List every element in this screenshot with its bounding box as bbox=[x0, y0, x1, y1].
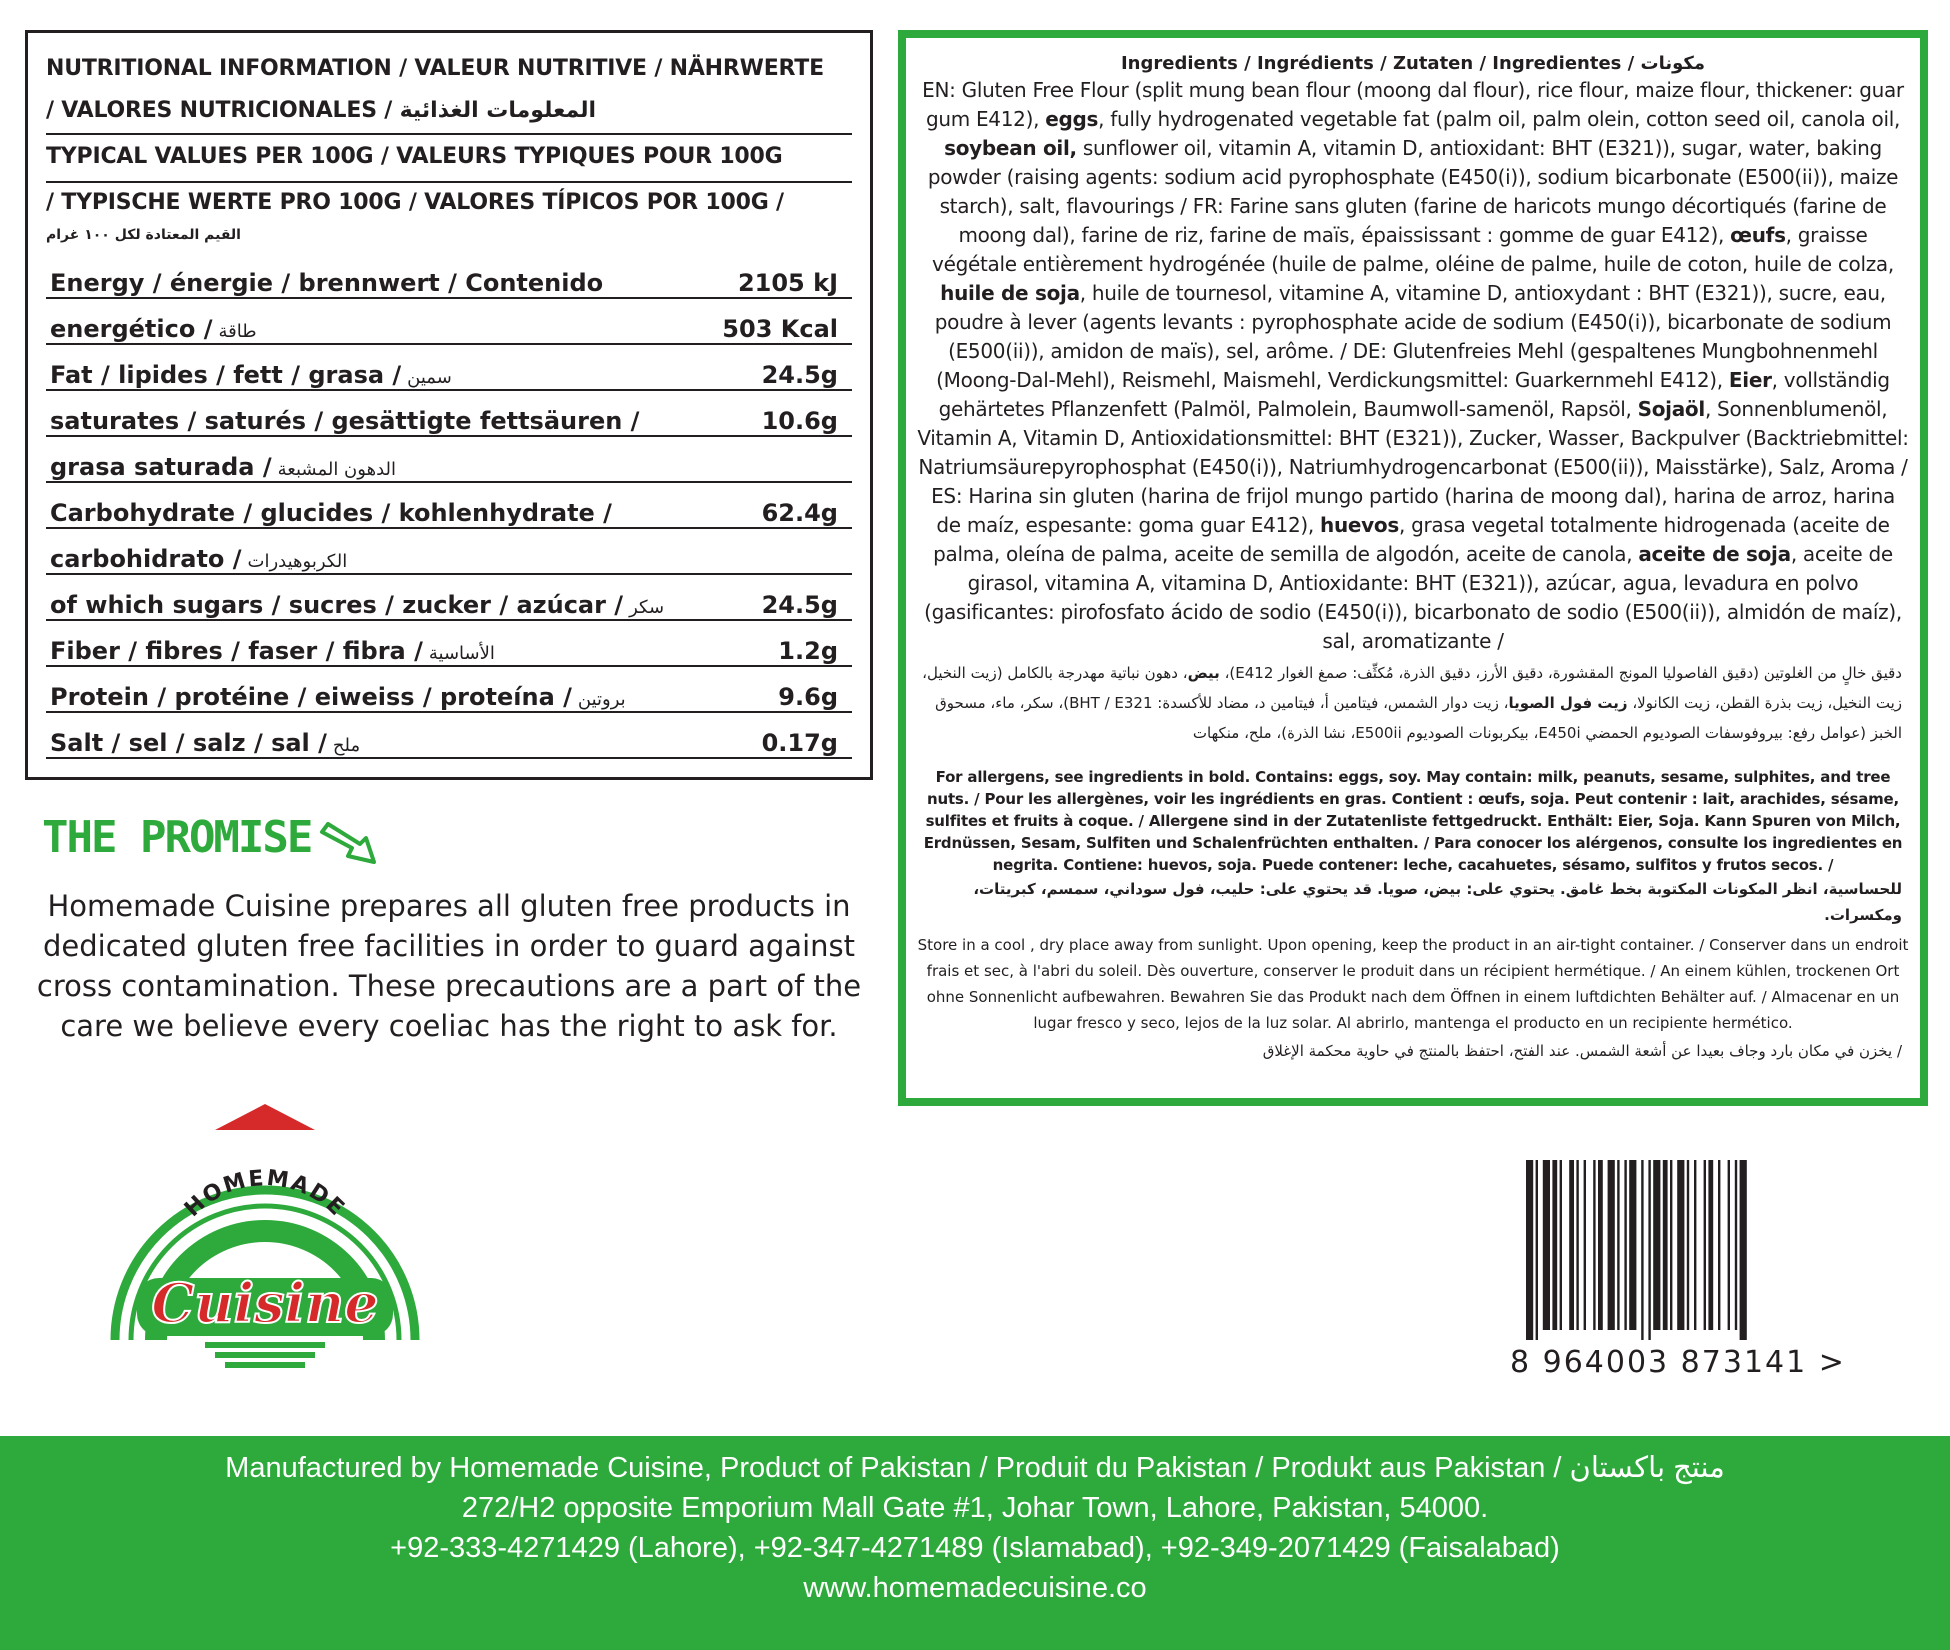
nutrient-label: Fiber / fibres / faser / fibra / الأساسية bbox=[50, 637, 495, 665]
nutrient-value: 1.2g bbox=[778, 637, 838, 665]
nutrition-row bbox=[46, 253, 852, 299]
nutrient-label: Fat / lipides / fett / grasa / سمين bbox=[50, 361, 452, 389]
allergen-bold: huile de soja bbox=[940, 281, 1080, 305]
nutrient-label: Carbohydrate / glucides / kohlenhydrate / bbox=[50, 499, 612, 527]
barcode-bar bbox=[1598, 1160, 1603, 1330]
allergen-bold: aceite de soja bbox=[1638, 542, 1791, 566]
barcode-bar bbox=[1617, 1160, 1619, 1330]
nutrient-label: carbohidrato / الكربوهيدرات bbox=[50, 545, 348, 573]
typical-values-2: / TYPISCHE WERTE PRO 100G / VALORES TÍPICOS POR 100G / bbox=[46, 190, 784, 215]
ingredients-arabic: دقيق خالٍ من الغلوتين (دقيق الفاصوليا المونج المقشورة، دقيق الأرز، دقيق الذرة، مُكثِّف: صمغ الغوار E412)، بيض، دهون نباتية مهدرجة بالكامل (زيت النخيل، زيت النخيل، زيت بذرة القطن، زيت الكانولا، زيت فول الصويا، زيت دوار الشمس، فيتامين أ، فيتامين د، مضاد للأكسدة: BHT / E321)، سكر، ماء، مسحوق الخبز (عوامل رفع: بيروفوسفات الصوديوم الحمضي E450i، بيكربونات الصوديوم E500ii، نشا الذرة)، ملح، منكهات bbox=[922, 664, 1902, 742]
logo-script-text: Cuisine bbox=[151, 1271, 379, 1335]
barcode-bar bbox=[1641, 1160, 1643, 1340]
nutrient-label-arabic: طاقة bbox=[218, 321, 257, 342]
nutrition-header-2: / VALORES NUTRICIONALES / المعلومات الغذائية bbox=[46, 98, 597, 123]
typical-values-arabic: القيم المعتادة لكل ١٠٠ غرام bbox=[46, 227, 241, 243]
allergen-bold: Eier bbox=[1728, 368, 1772, 392]
allergen-bold: huevos bbox=[1320, 513, 1399, 537]
barcode-bar bbox=[1593, 1160, 1595, 1330]
storage-instructions: Store in a cool , dry place away from sunlight. Upon opening, keep the product in an air-tight container. / Conserver dans un endroit frais et sec, à l'abri du soleil. Dès ouverture, conserver le produit dans un récipient hermétique. / An einem kühlen, trockenen Ort ohne Sonnenlicht aufbewahren. Bewahren Sie das Produkt nach dem Öffnen in einem luftdichten Behälter auf. / Almacenar en un lugar fresco y seco, lejos de la luz solar. Al abrirlo, mantenga el producto en un recipiente hermético. bbox=[917, 936, 1909, 1032]
barcode-bar bbox=[1560, 1160, 1562, 1330]
barcode-bar bbox=[1670, 1160, 1672, 1330]
nutrition-table bbox=[46, 253, 852, 759]
allergen-bold: بيض bbox=[1187, 664, 1220, 682]
manufacturer-line: Manufactured by Homemade Cuisine, Product of Pakistan / Produit du Pakistan / Produkt aus Pakistan / منتج باكستان bbox=[225, 1452, 1725, 1484]
barcode-bar bbox=[1536, 1160, 1538, 1340]
nutrition-row bbox=[46, 667, 852, 713]
nutrient-label-arabic: ملح bbox=[332, 735, 361, 756]
nutrient-label: of which sugars / sucres / zucker / azúcar / سكر bbox=[50, 591, 665, 619]
barcode-bar bbox=[1694, 1160, 1696, 1330]
barcode-bar bbox=[1648, 1160, 1650, 1340]
ingredients-panel bbox=[898, 30, 1928, 1106]
nutrient-value: 2105 kJ bbox=[737, 269, 838, 297]
barcode-bar bbox=[1584, 1160, 1586, 1330]
barcode-bar bbox=[1663, 1160, 1668, 1330]
barcode-bar bbox=[1526, 1160, 1533, 1340]
nutrient-value: 503 Kcal bbox=[722, 315, 838, 343]
storage-instructions-arabic: / يخزن في مكان بارد وجاف بعيدا عن أشعة الشمس. عند الفتح، احتفظ بالمنتج في حاوية محكمة الإغلاق bbox=[1262, 1042, 1902, 1060]
barcode-bar bbox=[1728, 1160, 1730, 1330]
nutrition-row bbox=[46, 529, 852, 575]
barcode-bar bbox=[1624, 1160, 1626, 1330]
nutrient-label-arabic: الدهون المشبعة bbox=[277, 459, 397, 480]
nutrient-label: Salt / sel / salz / sal / ملح bbox=[50, 729, 361, 757]
nutrition-header-1: NUTRITIONAL INFORMATION / VALEUR NUTRITIVE / NÄHRWERTE bbox=[46, 56, 824, 81]
nutrient-value: 10.6g bbox=[761, 407, 838, 435]
nutrient-value: 24.5g bbox=[761, 591, 838, 619]
barcode-bar bbox=[1735, 1160, 1737, 1330]
allergen-bold: Sojaöl bbox=[1637, 397, 1705, 421]
logo-top-text: HOMEMADE bbox=[180, 1165, 351, 1223]
homemade-cuisine-logo bbox=[95, 1100, 435, 1380]
barcode-bar bbox=[1704, 1160, 1706, 1330]
barcode bbox=[1522, 1160, 1822, 1340]
allergen-bold: eggs bbox=[1045, 107, 1099, 131]
nutrient-label: Energy / énergie / brennwert / Contenido bbox=[50, 269, 604, 297]
allergen-statement: For allergens, see ingredients in bold. Contains: eggs, soy. May contain: milk, peanuts, sesame, sulphites, and tree nuts. / Pour les allergènes, voir les ingrédients en gras. Contient : œufs, soja. Peut contenir : lait, arachides, sésame, sulfites et fruits à coque. / Allergene sind in der Zutatenliste fettgedruckt. Enthält: Eier, Soja. Kann Spuren von Milch, Erdnüssen, Sesam, Sulfiten und Schalenfrüchten enthalten. / Para conocer los alérgenos, consulte los ingredientes en negrita. Contiene: huevos, soja. Puede contener: leche, cacahuetes, sésamo, sulfitos y frutos secos. / bbox=[923, 768, 1903, 874]
nutrition-row bbox=[46, 299, 852, 345]
promise-line: care we believe every coeliac has the right to ask for. bbox=[60, 1009, 838, 1043]
nutrition-row bbox=[46, 621, 852, 667]
arrow-icon bbox=[318, 818, 380, 868]
nutrition-row bbox=[46, 345, 852, 391]
barcode-bar bbox=[1677, 1160, 1684, 1330]
promise-line: Homemade Cuisine prepares all gluten free products in bbox=[47, 889, 851, 923]
typical-values-1: TYPICAL VALUES PER 100G / VALEURS TYPIQUES POUR 100G bbox=[46, 144, 783, 169]
allergen-bold: زيت فول الصويا bbox=[1508, 694, 1628, 712]
nutrient-label-arabic: سمين bbox=[407, 367, 452, 388]
phone-line: +92-333-4271429 (Lahore), +92-347-4271489 (Islamabad), +92-349-2071429 (Faisalabad) bbox=[390, 1532, 1560, 1564]
promise-text bbox=[25, 886, 873, 1046]
allergen-bold: œufs bbox=[1730, 223, 1786, 247]
barcode-bar bbox=[1708, 1160, 1713, 1330]
website-link[interactable]: www.homemadecuisine.co bbox=[803, 1572, 1147, 1604]
nutrient-label: energético / طاقة bbox=[50, 315, 257, 343]
barcode-bar bbox=[1576, 1160, 1578, 1330]
nutrient-label-arabic: بروتين bbox=[577, 689, 626, 710]
nutrition-row bbox=[46, 437, 852, 483]
barcode-bar bbox=[1608, 1160, 1615, 1330]
allergen-statement-arabic: للحساسية، انظر المكونات المكتوبة بخط غامق. يحتوي على: بيض، صويا. قد يحتوي على: حليب، فول سوداني، سمسم، كبريتات، ومكسرات. bbox=[973, 880, 1902, 924]
nutrition-row bbox=[46, 713, 852, 759]
nutrient-label: grasa saturada / الدهون المشبعة bbox=[50, 453, 397, 481]
allergen-bold: soybean oil, bbox=[944, 136, 1077, 160]
barcode-bar bbox=[1740, 1160, 1747, 1340]
nutrient-value: 0.17g bbox=[761, 729, 838, 757]
nutrition-row bbox=[46, 575, 852, 621]
barcode-bar bbox=[1569, 1160, 1574, 1330]
barcode-bar bbox=[1552, 1160, 1557, 1330]
nutrient-label: saturates / saturés / gesättigte fettsäuren / bbox=[50, 407, 640, 435]
barcode-bar bbox=[1629, 1160, 1636, 1330]
promise-line: cross contamination. These precautions are a part of the bbox=[36, 969, 862, 1003]
barcode-bar bbox=[1653, 1160, 1660, 1330]
nutrient-label-arabic: الأساسية bbox=[428, 643, 495, 664]
barcode-bar bbox=[1718, 1160, 1720, 1330]
nutrition-row bbox=[46, 391, 852, 437]
footer bbox=[0, 1436, 1950, 1650]
nutrition-row bbox=[46, 483, 852, 529]
nutrient-value: 24.5g bbox=[761, 361, 838, 389]
address-line: 272/H2 opposite Emporium Mall Gate #1, Johar Town, Lahore, Pakistan, 54000. bbox=[461, 1492, 1489, 1524]
barcode-bar bbox=[1687, 1160, 1689, 1330]
nutrient-value: 62.4g bbox=[761, 499, 838, 527]
nutrient-value: 9.6g bbox=[778, 683, 838, 711]
nutrient-label: Protein / protéine / eiweiss / proteína / بروتين bbox=[50, 683, 626, 711]
barcode-bar bbox=[1543, 1160, 1550, 1330]
ingredients-text: EN: Gluten Free Flour (split mung bean flour (moong dal flour), rice flour, maize flour, thickener: guar gum E412), eggs, fully hydrogenated vegetable fat (palm oil, palm olein, cotton seed oil, canola oil, soybean oil, sunflower oil, vitamin A, vitamin D, antioxidant: BHT (E321)), sugar, water, baking powder (raising agents: sodium acid pyrophosphate (E450(i)), sodium bicarbonate (E500(ii)), maize starch), salt, flavourings / FR: Farine sans gluten (farine de haricots mungo décortiqués (farine de moong dal), farine de riz, farine de maïs, épaississant : gomme de guar E412), œufs, graisse végétale entièrement hydrogénée (huile de palme, oléine de palme, huile de coton, huile de colza, huile de soja, huile de tournesol, vitamine A, vitamine D, antioxydant : BHT (E321)), sucre, eau, poudre à lever (agents levants : pyrophosphate acide de sodium (E450(i)), bicarbonate de sodium (E500(ii)), amidon de maïs), sel, arôme. / DE: Glutenfreies Mehl (gespaltenes Mungbohnenmehl (Moong-Dal-Mehl), Reismehl, Maismehl, Verdickungsmittel: Guarkernmehl E412), Eier, vollständig gehärtetes Pflanzenfett (Palmöl, Palmolein, Baumwoll-samenöl, Rapsöl, Sojaöl, Sonnenblumenöl, Vitamin A, Vitamin D, Antioxidationsmittel: BHT (E321)), Zucker, Wasser, Backpulver (Backtriebmittel: Natriumsäurepyrophosphat (E450(i)), Natriumhydrogencarbonat (E500(ii)), Maisstärke), Salz, Aroma / ES: Harina sin gluten (harina de frijol mungo partido (harina de moong dal), harina de arroz, harina de maíz, espesante: goma guar E412), huevos, grasa vegetal totalmente hidrogenada (aceite de palma, oleína de palma, aceite de semilla de algodón, aceite de canola, aceite de soja, aceite de girasol, vitamina A, vitamina D, Antioxidante: BHT (E321)), azúcar, agua, levadura en polvo (gasificantes: pirofosfato ácido de sodio (E450(i)), bicarbonato de sodio (E500(ii)), almidón de maíz), sal, aromatizante / bbox=[917, 78, 1909, 653]
promise-line: dedicated gluten free facilities in order to guard against bbox=[42, 929, 855, 963]
nutrition-panel bbox=[25, 30, 873, 780]
nutrient-label-arabic: سكر bbox=[629, 597, 665, 618]
barcode-number: 8 964003 873141 > bbox=[1510, 1345, 1846, 1380]
nutrient-label-arabic: الكربوهيدرات bbox=[247, 551, 348, 572]
promise-title: THE PROMISE bbox=[42, 812, 312, 863]
ingredients-title: Ingredients / Ingrédients / Zutaten / Ingredientes / مكونات bbox=[1120, 53, 1706, 74]
